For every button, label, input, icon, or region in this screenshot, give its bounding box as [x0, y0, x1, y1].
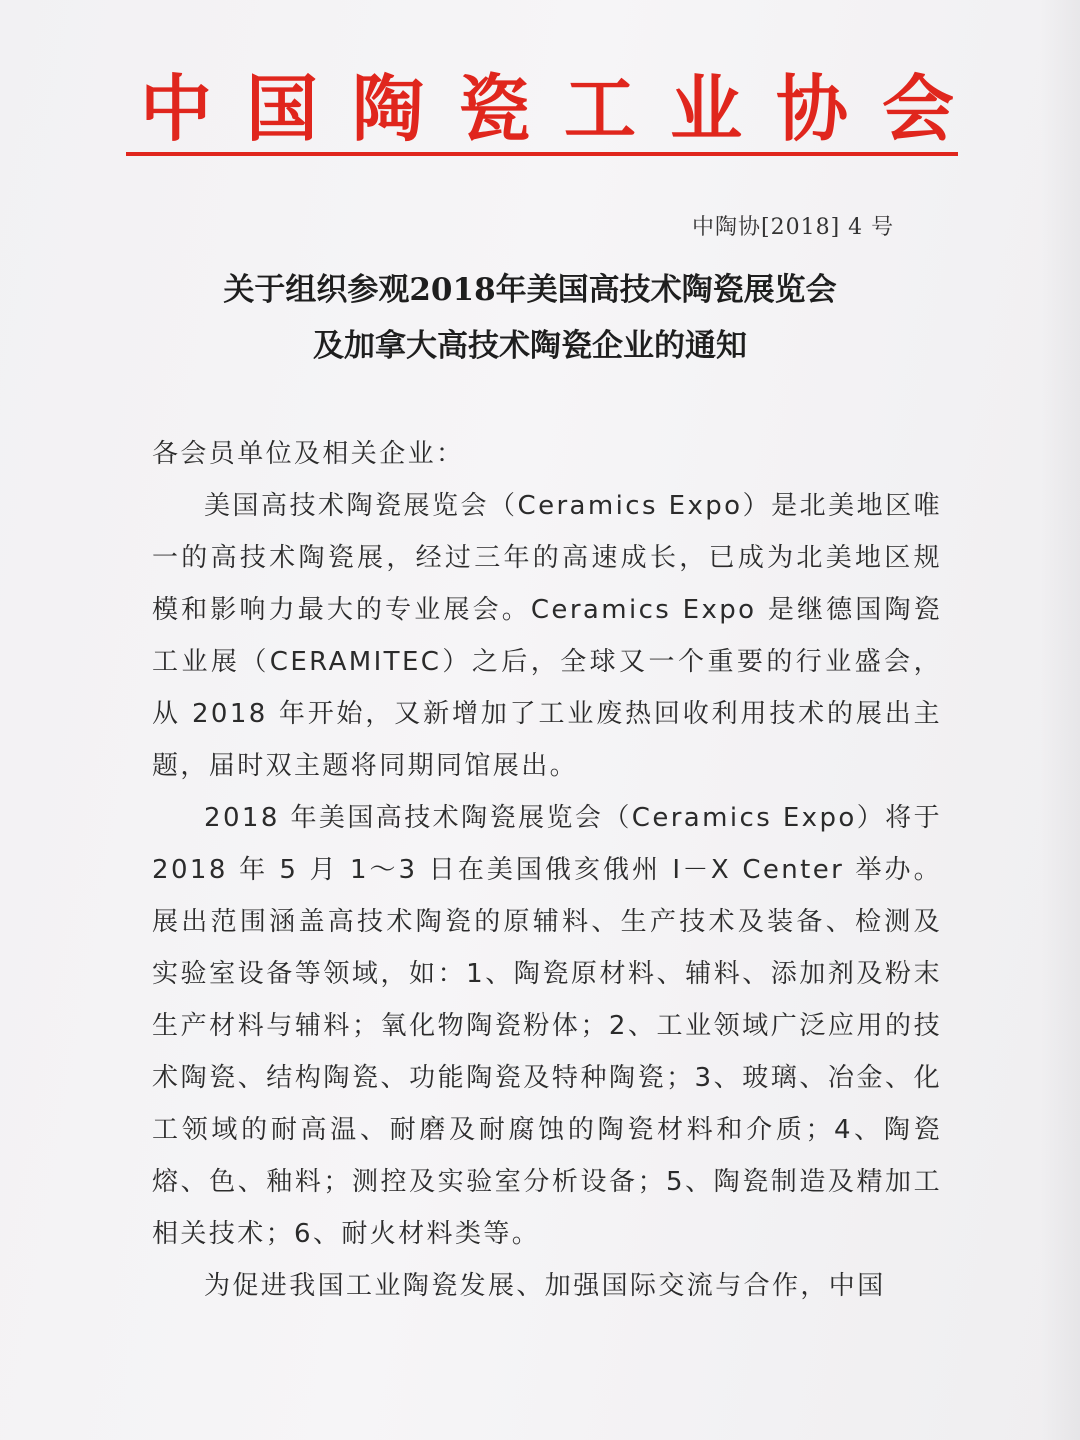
letterhead-red-rule: [126, 152, 958, 156]
body-paragraph-1: 美国高技术陶瓷展览会（Ceramics Expo）是北美地区唯一的高技术陶瓷展，经过三年的高速成长，已成为北美地区规模和影响力最大的专业展会。Ceramics Expo 是继德国陶瓷工业展（CERAMITEC）之后，全球又一个重要的行业盛会，从 2018 年开始，又新增加了工业废热回收利用技术的展出主题，届时双主题将同期同馆展出。: [152, 491, 942, 781]
notice-body: [152, 428, 942, 1312]
body-paragraph-3: 为促进我国工业陶瓷发展、加强国际交流与合作，中国: [204, 1271, 886, 1301]
notice-title-line-2: 及加拿大高技术陶瓷企业的通知: [313, 328, 747, 364]
salutation: 各会员单位及相关企业：: [152, 439, 465, 469]
letterhead-organization: 中国陶瓷工业协会: [140, 66, 989, 151]
notice-title: [150, 262, 910, 374]
page-edge-shadow: [1040, 0, 1080, 1440]
document-number: 中陶协[2018] 4 号: [692, 215, 895, 240]
body-paragraph-2: 2018 年美国高技术陶瓷展览会（Ceramics Expo）将于 2018 年 5 月 1～3 日在美国俄亥俄州 I－X Center 举办。展出范围涵盖高技术陶瓷的原辅料、生产技术及装备、检测及实验室设备等领域，如：1、陶瓷原材料、辅料、添加剂及粉末生产材料与辅料；氧化物陶瓷粉体；2、工业领域广泛应用的技术陶瓷、结构陶瓷、功能陶瓷及特种陶瓷；3、玻璃、冶金、化工领域的耐高温、耐磨及耐腐蚀的陶瓷材料和介质；4、陶瓷熔、色、釉料；测控及实验室分析设备；5、陶瓷制造及精加工相关技术；6、耐火材料类等。: [152, 803, 942, 1249]
notice-title-line-1: 关于组织参观2018年美国高技术陶瓷展览会: [223, 272, 837, 308]
